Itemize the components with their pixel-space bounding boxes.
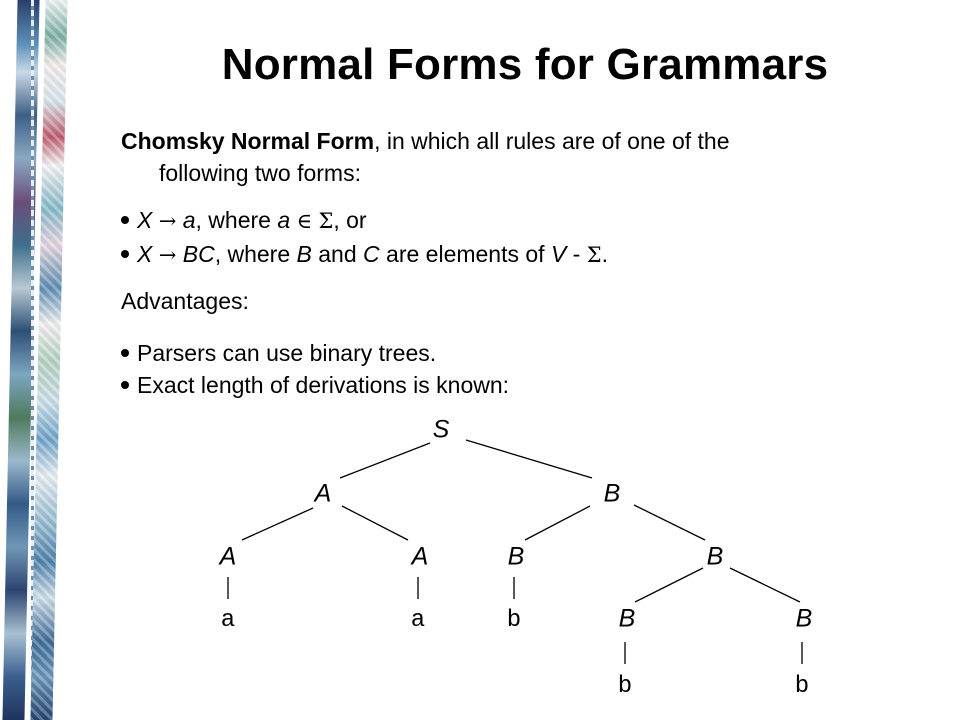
tree-node-b: B	[603, 479, 621, 508]
tree-leaf: b	[506, 607, 522, 634]
intro-text: , in which all rules are of one of the	[374, 128, 730, 154]
tree-node-s: S	[432, 415, 450, 444]
edge-b-b-left	[525, 506, 590, 540]
edge-b-b-lower-right	[730, 568, 800, 602]
tree-leaf: b	[794, 673, 810, 700]
tree-leaf: a	[220, 607, 236, 634]
tree-node-b-lower-left: B	[618, 604, 636, 633]
tree-node-b-right: B	[706, 542, 724, 571]
edge-s-a	[340, 443, 430, 478]
intro-continuation: following two forms:	[159, 160, 361, 186]
edge-b-b-right	[634, 505, 705, 540]
tree-leaf: a	[410, 607, 426, 634]
tree-node-a: A	[314, 479, 332, 508]
edge-a-a-left	[242, 508, 313, 540]
advantage-derivation-length: Exact length of derivations is known:	[121, 370, 509, 400]
slide-title: Normal Forms for Grammars	[221, 40, 829, 89]
advantage-binary-trees: Parsers can use binary trees.	[121, 338, 436, 368]
tree-node-b-left: B	[507, 542, 525, 571]
rule-one: X → a, where a ∈ Σ, or	[121, 205, 367, 236]
edge-s-b	[466, 440, 592, 478]
advantages-heading: Advantages:	[121, 288, 249, 314]
rule-two: X → BC, where B and C are elements of V - Σ.	[121, 239, 608, 270]
intro-term: Chomsky Normal Form	[121, 128, 375, 154]
tree-node-b-lower-right: B	[795, 604, 813, 633]
tree-node-a-left: A	[219, 542, 237, 571]
tree-node-a-right: A	[411, 542, 429, 571]
tree-leaf: b	[617, 673, 633, 700]
edge-a-a-right	[342, 506, 408, 540]
edge-b-b-lower-left	[635, 568, 703, 602]
